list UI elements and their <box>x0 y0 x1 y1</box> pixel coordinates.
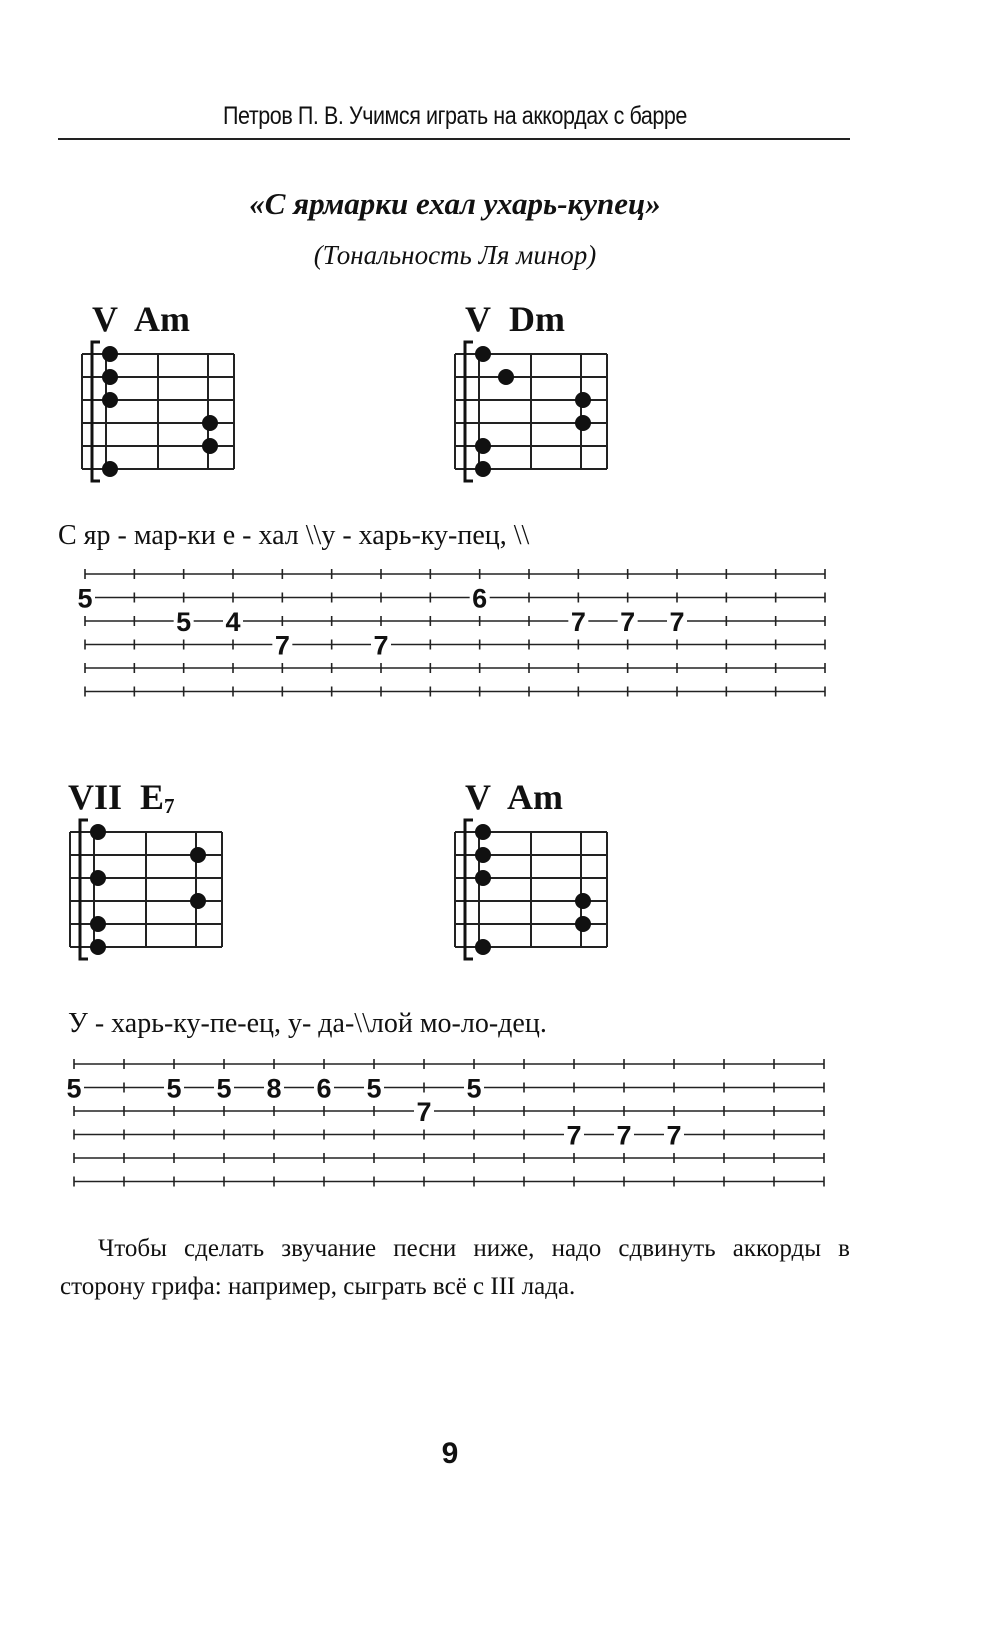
tab-fret-number: 7 <box>666 1120 682 1151</box>
chord-diagram <box>451 818 621 968</box>
barre-bracket <box>92 342 100 481</box>
finger-dot <box>475 847 491 863</box>
tab-fret-number: 5 <box>176 607 192 637</box>
finger-dot <box>575 392 591 408</box>
finger-dot <box>475 824 491 840</box>
body-paragraph: Чтобы сделать звучание песни ниже, надо сдвинуть аккорды в сторону грифа: например, сыграть всё с III лада. <box>60 1235 850 1300</box>
finger-dot <box>90 939 106 955</box>
finger-dot <box>102 392 118 408</box>
finger-dot <box>90 870 106 886</box>
chord-position: VII <box>68 777 123 817</box>
song-key: (Тональность Ля минор) <box>313 240 597 270</box>
chord-label <box>465 776 563 819</box>
finger-dot <box>475 438 491 454</box>
tab-fret-number: 7 <box>373 630 389 661</box>
header-rule <box>58 138 850 140</box>
song-title: «С ярмарки ехал ухарь-купец» <box>249 186 661 221</box>
chord-name: Am <box>134 299 191 339</box>
chord-sub: 7 <box>164 794 175 818</box>
tab-fret-number: 7 <box>616 1120 632 1151</box>
chord-name: Am <box>507 777 564 817</box>
tab-fret-number: 5 <box>66 1073 82 1104</box>
chord-name: E <box>140 777 165 817</box>
chord-diagram <box>451 340 621 490</box>
chord-label <box>465 298 565 341</box>
tab-fret-number: 8 <box>266 1073 282 1104</box>
lyrics-line: С яр - мар-ки е - хал \\у - харь-ку-пец, \\ <box>58 520 530 551</box>
finger-dot <box>102 346 118 362</box>
chord-label <box>68 776 175 819</box>
finger-dot <box>102 461 118 477</box>
chord-diagram <box>78 340 248 490</box>
finger-dot <box>190 847 206 863</box>
running-header: Петров П. В. Учимся играть на аккордах с барре <box>223 102 687 130</box>
barre-bracket <box>80 820 88 959</box>
chord-position: V <box>92 299 118 339</box>
finger-dot <box>202 438 218 454</box>
tab-fret-number: 7 <box>669 607 685 637</box>
chord-name: Dm <box>509 299 565 339</box>
finger-dot <box>475 346 491 362</box>
finger-dot <box>90 824 106 840</box>
tab-fret-number: 5 <box>216 1073 232 1104</box>
finger-dot <box>575 916 591 932</box>
chord-diagram <box>66 818 236 968</box>
tab-fret-number: 6 <box>316 1073 332 1104</box>
chord-label <box>92 298 190 341</box>
chord-position: V <box>465 299 491 339</box>
finger-dot <box>475 939 491 955</box>
barre-bracket <box>465 820 473 959</box>
finger-dot <box>575 893 591 909</box>
tab-fret-number: 5 <box>466 1073 482 1104</box>
page-number: 9 <box>441 1437 459 1470</box>
barre-bracket <box>465 342 473 481</box>
chord-position: V <box>465 777 491 817</box>
finger-dot <box>202 415 218 431</box>
tab-fret-number: 7 <box>274 630 290 661</box>
lyrics-line: У - харь-ку-пе-ец, у- да-\\лой мо-ло-дец. <box>68 1008 547 1039</box>
tab-fret-number: 4 <box>225 607 241 637</box>
tab-fret-number: 5 <box>166 1073 182 1104</box>
tab-fret-number: 5 <box>77 583 93 614</box>
finger-dot <box>575 415 591 431</box>
finger-dot <box>498 369 514 385</box>
tablature <box>64 1052 834 1192</box>
tab-fret-number: 7 <box>416 1097 432 1127</box>
tab-fret-number: 7 <box>620 607 636 637</box>
tablature <box>75 562 835 702</box>
finger-dot <box>90 916 106 932</box>
finger-dot <box>475 870 491 886</box>
finger-dot <box>190 893 206 909</box>
tab-fret-number: 6 <box>472 583 488 614</box>
tab-fret-number: 7 <box>570 607 586 637</box>
tab-fret-number: 5 <box>366 1073 382 1104</box>
finger-dot <box>475 461 491 477</box>
tab-fret-number: 7 <box>566 1120 582 1151</box>
finger-dot <box>102 369 118 385</box>
